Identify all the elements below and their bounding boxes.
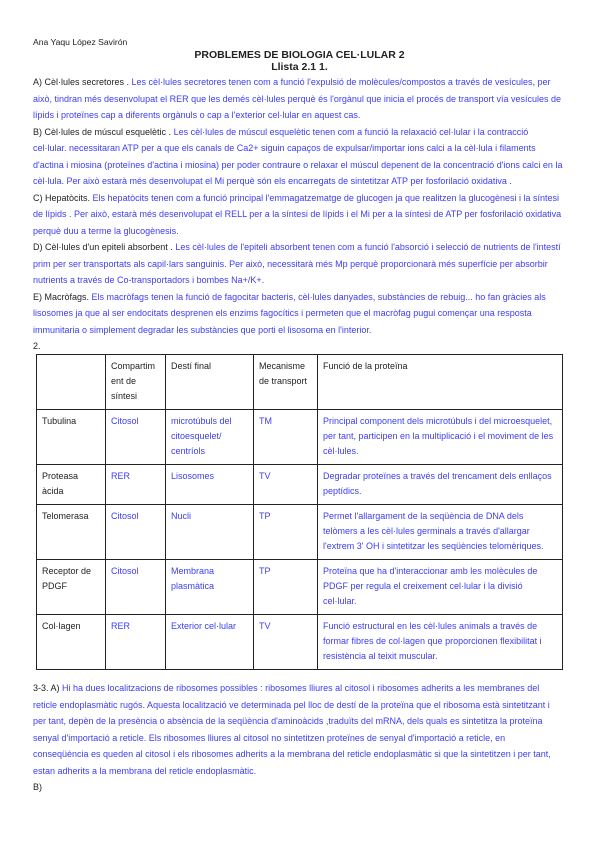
protein-name: Proteasa àcida <box>37 465 106 505</box>
cell: Citosol <box>106 505 166 560</box>
cell: Degradar proteïnes a través del trencament dels enllaços peptídics. <box>318 465 563 505</box>
header-cell: Compartim ent de síntesi <box>106 355 166 410</box>
protein-table <box>36 354 563 670</box>
header-cell: Funció de la proteïna <box>318 355 563 410</box>
cell: Exterior cel·lular <box>166 615 254 670</box>
table-row <box>37 560 563 615</box>
item-3b-label: B) <box>33 782 42 792</box>
table-row <box>37 410 563 465</box>
item-b <box>33 124 563 190</box>
title: PROBLEMES DE BIOLOGIA CEL·LULAR 2 <box>194 49 405 61</box>
document-title <box>33 49 566 73</box>
cell: Membrana plasmàtica <box>166 560 254 615</box>
item-label: E) Macròfags. <box>33 291 90 302</box>
table-row <box>37 505 563 560</box>
cell: microtúbuls del citoesquelet/ centríols <box>166 410 254 465</box>
subtitle: Llista 2.1 1. <box>271 61 328 73</box>
cell: RER <box>106 465 166 505</box>
header-cell: Mecanisme de transport <box>254 355 318 410</box>
cell: TP <box>254 560 318 615</box>
section-2-label: 2. <box>33 341 41 351</box>
table-row <box>37 615 563 670</box>
item-answer: Hi ha dues localitzacions de ribosomes possibles : ribosomes lliures al citosol i ribosomes adherits a les membranes del reticle endoplasmàtic rugós. Aquesta localització ve determinada pel lloc de destí de la proteïna que el ribosoma està sintetitzant i per tant, depèn de la presència o absència de la seqüència d'aminoàcids ,traduïts del mRNA, dels quals es sintetitza la proteïna senyal d'importació a reticle. Els ribosomes lliures al citosol no sintetitzen proteïnes de senyal d'importació a reticle, en conseqüència es queden al citosol i els ribosomes adherits a la membrana del reticle endoplasmàtic si que la sintetitzen i per tant, estan adherits a la membrana del reticle endoplasmàtic. <box>33 683 551 776</box>
cell: Nucli <box>166 505 254 560</box>
cell: Funció estructural en les cèl·lules animals a través de formar fibres de col·lagen que proporcionen flexibilitat i resistència al teixit muscular. <box>318 615 563 670</box>
item-label: B) Cèl·lules de múscul esquelètic . <box>33 126 172 137</box>
cell: TV <box>254 615 318 670</box>
item-answer: Les cèl·lules de l'epiteli absorbent tenen com a funció l'absorció i selecció de nutrients de l'intestí prim per ser transportats als capil·lars sanguinis. Per això, necessitarà més Mp perquè proporcionarà més superfície per absorbir nutrients a través de Co-transportadors i bombes Na+/K+. <box>33 242 561 285</box>
protein-name: Tubulina <box>37 410 106 465</box>
item-3a <box>33 680 563 779</box>
cell: TP <box>254 505 318 560</box>
cell: RER <box>106 615 166 670</box>
item-a <box>33 74 563 124</box>
item-answer: Els macròfags tenen la funció de fagocitar bacteris, cèl·lules danyades, substàncies de rebuig... ho fan gràcies als lisosomes ja que al ser endocitats desprenen els enzims fagocítics i permeten que el macròfag pugui començar una resposta immunitaria o simplement degradar les substàncies que porti el lisosoma en l'interior. <box>33 291 546 335</box>
section-1 <box>33 74 563 338</box>
header-cell <box>37 355 106 410</box>
item-c <box>33 190 563 240</box>
section-3 <box>33 680 563 796</box>
item-e <box>33 289 563 339</box>
cell: Lisosomes <box>166 465 254 505</box>
item-label: 3-3. A) <box>33 683 60 693</box>
author-name: Ana Yaqu López Savirón <box>33 37 128 47</box>
item-label: C) Hepatòcits. <box>33 192 91 203</box>
item-answer: Les cèl·lules secretores tenen com a funció l'expulsió de molècules/compostos a través de vesícules, per això, tindran més desenvolupat el RER que les demés cèl·lules perquè és l'orgànul que inicia el procés de transport vía vesícules de lípids i proteïnes cap a diferents orgànuls o cap a l'exterior cel·lular en aquest cas. <box>33 77 562 120</box>
item-answer: Les cèl·lules de múscul esquelètic tenen com a funció la relaxació cel·lular i la contracció cel·lular. necessitaran ATP per a que els canals de Ca2+ siguin capaços de expulsar/importar ions calci a la cèl·lula i filaments d'actina i miosina (proteïnes d'actina i miosina) per poder contraure o relaxar el múscul depenent de la concentració d'ions calci en la cèl·lula. Per això estarà més desenvolupat el Mi perquè són els encarregats de sintetitzar ATP per fosforilació oxidativa . <box>33 126 563 186</box>
cell: Citosol <box>106 410 166 465</box>
item-label: A) Cèl·lules secretores . <box>33 77 130 87</box>
protein-name: Telomerasa <box>37 505 106 560</box>
table-header-row <box>37 355 563 410</box>
header-cell: Destí final <box>166 355 254 410</box>
protein-name: Col·lagen <box>37 615 106 670</box>
table-row <box>37 465 563 505</box>
protein-name: Receptor de PDGF <box>37 560 106 615</box>
cell: TM <box>254 410 318 465</box>
item-d <box>33 239 563 289</box>
cell: Proteïna que ha d'interaccionar amb les molècules de PDGF per regula el creixement cel·lular i la divisió cel·lular. <box>318 560 563 615</box>
item-label: D) Cèl·lules d'un epiteli absorbent . <box>33 242 173 252</box>
cell: TV <box>254 465 318 505</box>
cell: Principal component dels microtúbuls i del microesquelet, per tant, participen en la multiplicació i el moviment de les cèl·lules. <box>318 410 563 465</box>
cell: Citosol <box>106 560 166 615</box>
cell: Permet l'allargament de la seqüència de DNA dels telòmers a les cèl·lules germinals a través d'allargar l'extrem 3' OH i sintetitzar les seqüències telomèriques. <box>318 505 563 560</box>
item-answer: Els hepatòcits tenen com a funció principal l'emmagatzematge de glucogen ja que realitzen la glucogènesi i la síntesi de lípids . Per això, estarà més desenvolupat el RELL per a la síntesi de lípids i el Mi per a la síntesi de ATP per fosforilació oxidativa perquè duu a terme la glucogènesis. <box>33 192 562 236</box>
